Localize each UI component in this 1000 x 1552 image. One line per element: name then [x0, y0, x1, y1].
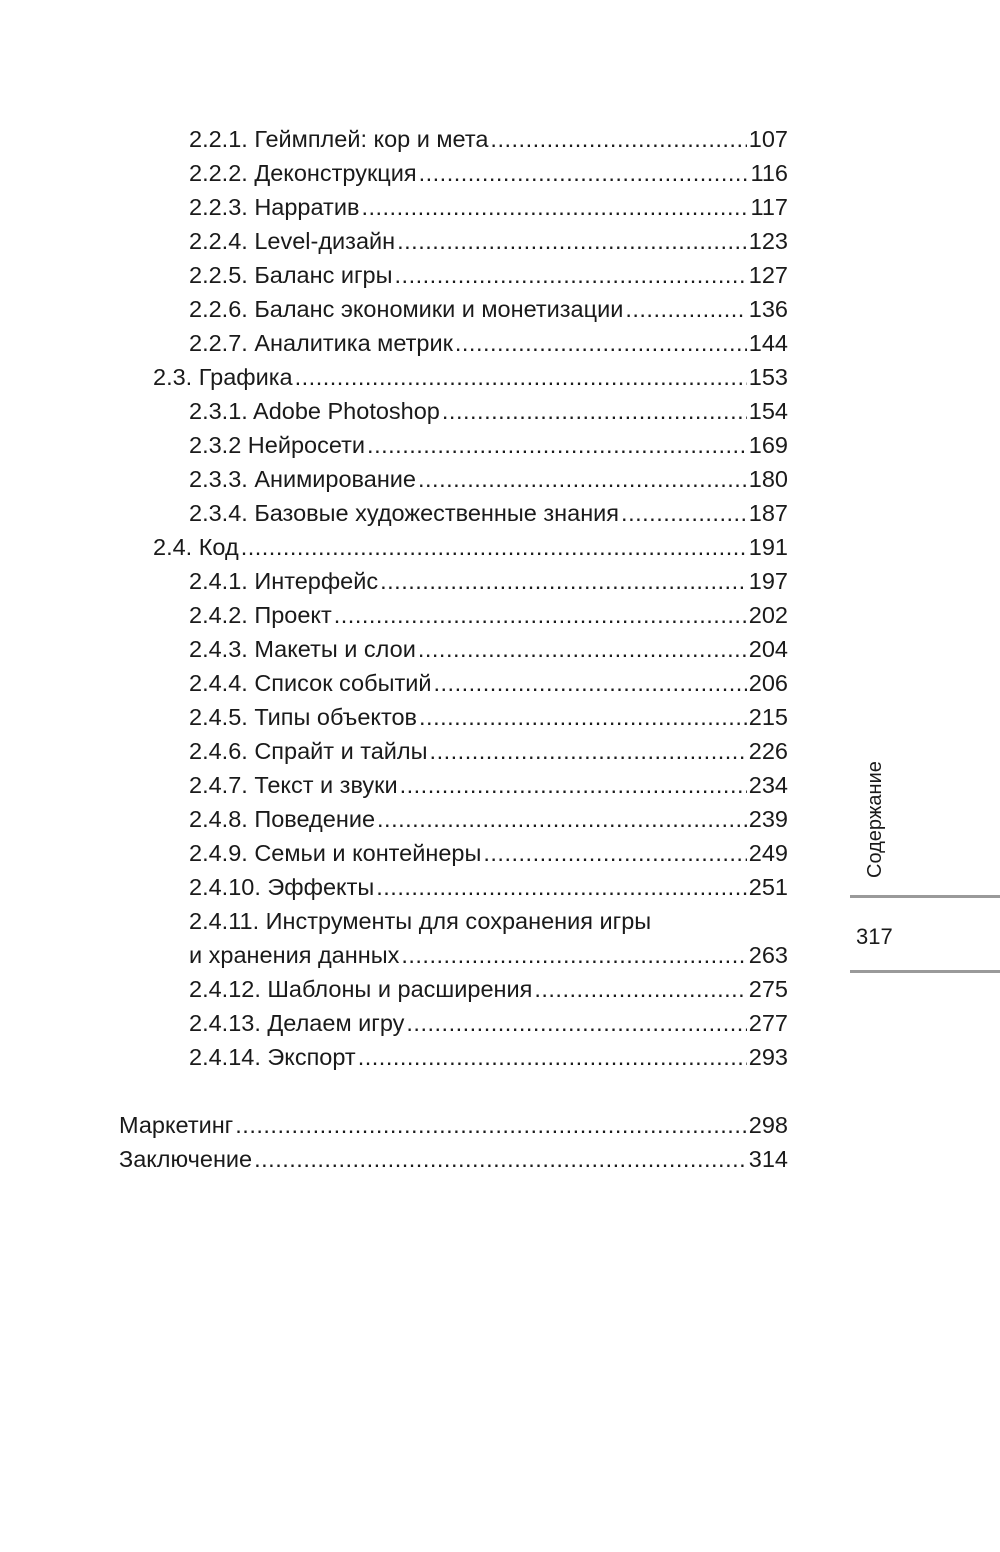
toc-dot-leader	[400, 768, 747, 802]
toc-entry-line	[189, 394, 788, 428]
toc-entry-page: 117	[750, 194, 788, 220]
toc-entry	[0, 1108, 1000, 1142]
toc-dot-leader	[358, 1040, 747, 1074]
toc-entry	[0, 768, 1000, 802]
toc-entry-title: 2.4.1. Интерфейс	[189, 568, 379, 594]
toc-entry	[0, 870, 1000, 904]
toc-dot-leader	[254, 1142, 747, 1176]
toc-entry-line	[189, 292, 788, 326]
toc-entry-line	[189, 1006, 788, 1040]
toc-entry-line	[189, 258, 788, 292]
toc-entry	[0, 666, 1000, 700]
toc-entry-title: 2.4.14. Экспорт	[189, 1044, 356, 1070]
toc-entry-page: 153	[748, 364, 788, 390]
margin-rule-top	[850, 895, 1000, 898]
toc-dot-leader	[419, 156, 749, 190]
toc-entry-title: 2.3.3. Анимирование	[189, 466, 416, 492]
toc-dot-leader	[418, 462, 747, 496]
toc-entry-page: 123	[748, 228, 788, 254]
toc-dot-leader	[377, 802, 747, 836]
toc-entry-line	[189, 564, 788, 598]
toc-entry-page: 169	[748, 432, 788, 458]
toc-entry-page: 277	[748, 1010, 788, 1036]
toc-entry-line	[189, 972, 788, 1006]
toc-entry-page: 298	[748, 1112, 788, 1138]
toc-dot-leader	[367, 428, 747, 462]
toc-entry-page: 215	[748, 704, 788, 730]
toc-entry-page: 187	[748, 500, 788, 526]
toc-entry-page: 202	[748, 602, 788, 628]
toc-entry-title: 2.4.2. Проект	[189, 602, 332, 628]
toc-entry-line	[189, 326, 788, 360]
toc-entry-line	[119, 1142, 788, 1176]
toc-entry-title: 2.3.2 Нейросети	[189, 432, 366, 458]
toc-entry	[0, 190, 1000, 224]
toc-entry-title: 2.4. Код	[153, 534, 239, 560]
toc-entry-line	[189, 462, 788, 496]
toc-entry-title: 2.2.5. Баланс игры	[189, 262, 393, 288]
toc-dot-leader	[235, 1108, 747, 1142]
toc-entry-title: 2.3.4. Базовые художественные знания	[189, 500, 620, 526]
toc-entry	[0, 156, 1000, 190]
toc-entry	[0, 360, 1000, 394]
toc-entry-line	[189, 1040, 788, 1074]
toc-entry	[0, 598, 1000, 632]
toc-entry-title: 2.2.3. Нарратив	[189, 194, 360, 220]
toc-dot-leader	[397, 224, 747, 258]
toc-entry	[0, 564, 1000, 598]
toc-entry-line	[189, 734, 788, 768]
toc-entry	[0, 258, 1000, 292]
toc-entry-page: 263	[748, 942, 788, 968]
toc-entry-line	[189, 768, 788, 802]
toc-entry	[0, 1142, 1000, 1176]
toc-entry-line	[189, 904, 788, 938]
toc-entry	[0, 530, 1000, 564]
toc-entry-title: Маркетинг	[119, 1112, 234, 1138]
toc-entry-page: 239	[748, 806, 788, 832]
toc-entry-page: 206	[748, 670, 788, 696]
toc-entry	[0, 836, 1000, 870]
toc-entry	[0, 904, 1000, 938]
toc-entry-page: 314	[748, 1146, 788, 1172]
toc-entry-page: 107	[748, 126, 788, 152]
toc-entry	[0, 224, 1000, 258]
toc-entry-title: 2.4.8. Поведение	[189, 806, 376, 832]
toc-entry-title: 2.4.5. Типы объектов	[189, 704, 418, 730]
toc-dot-leader	[430, 734, 747, 768]
table-of-contents	[0, 122, 1000, 1176]
toc-dot-leader	[483, 836, 746, 870]
toc-entry-page: 226	[748, 738, 788, 764]
toc-dot-leader	[241, 530, 747, 564]
toc-entry	[0, 734, 1000, 768]
toc-entry-page: 275	[748, 976, 788, 1002]
toc-dot-leader	[442, 394, 747, 428]
toc-entry-title: 2.4.12. Шаблоны и расширения	[189, 976, 533, 1002]
toc-entry-line	[119, 1108, 788, 1142]
toc-entry	[0, 122, 1000, 156]
toc-entry-title: 2.3.1. Adobe Photoshop	[189, 398, 440, 424]
toc-dot-leader	[406, 1006, 746, 1040]
toc-entry-page: 204	[748, 636, 788, 662]
toc-entry-title: 2.4.7. Текст и звуки	[189, 772, 398, 798]
toc-entry	[0, 632, 1000, 666]
toc-entry-page: 154	[748, 398, 788, 424]
toc-dot-leader	[621, 496, 747, 530]
toc-entry-line	[189, 496, 788, 530]
toc-entry	[0, 462, 1000, 496]
toc-entry-page: 293	[748, 1044, 788, 1070]
toc-entry-line	[189, 598, 788, 632]
toc-entry-line	[189, 700, 788, 734]
toc-entry-title: и хранения данных	[189, 942, 400, 968]
toc-dot-leader	[334, 598, 747, 632]
toc-entry-title: 2.4.3. Макеты и слои	[189, 636, 416, 662]
toc-entry-line	[189, 122, 788, 156]
toc-entry-line	[189, 190, 788, 224]
toc-entry-title: 2.4.13. Делаем игру	[189, 1010, 405, 1036]
toc-entry-line	[189, 802, 788, 836]
toc-entry-title: 2.4.9. Семьи и контейнеры	[189, 840, 482, 866]
toc-entry	[0, 700, 1000, 734]
toc-entry-title: Заключение	[119, 1146, 253, 1172]
toc-dot-leader	[419, 700, 747, 734]
toc-dot-leader	[380, 564, 747, 598]
toc-entry	[0, 972, 1000, 1006]
toc-entry	[0, 394, 1000, 428]
toc-entry-title: 2.3. Графика	[153, 364, 293, 390]
toc-entry	[0, 496, 1000, 530]
toc-entry	[0, 1040, 1000, 1074]
toc-entry-title: 2.2.6. Баланс экономики и монетизации	[189, 296, 624, 322]
page-number: 317	[856, 924, 893, 949]
toc-dot-leader	[395, 258, 747, 292]
toc-dot-leader	[418, 632, 747, 666]
toc-entry-page: 249	[748, 840, 788, 866]
toc-entry-page: 116	[750, 160, 788, 186]
toc-entry-line	[189, 632, 788, 666]
toc-dot-leader	[534, 972, 746, 1006]
toc-entry-line	[189, 938, 788, 972]
toc-dot-leader	[295, 360, 747, 394]
toc-entry-page: 251	[748, 874, 788, 900]
toc-dot-leader	[401, 938, 746, 972]
toc-dot-leader	[361, 190, 748, 224]
toc-entry	[0, 802, 1000, 836]
toc-entry-title: 2.2.1. Геймплей: кор и мета	[189, 126, 489, 152]
toc-entry	[0, 938, 1000, 972]
toc-entry-title: 2.4.6. Спрайт и тайлы	[189, 738, 428, 764]
toc-entry-title: 2.4.10. Эффекты	[189, 874, 375, 900]
toc-entry-page: 144	[748, 330, 788, 356]
toc-entry-line	[153, 530, 788, 564]
toc-entry-line	[189, 666, 788, 700]
toc-entry-line	[189, 836, 788, 870]
toc-entry-line	[189, 870, 788, 904]
toc-dot-leader	[625, 292, 746, 326]
toc-entry-line	[189, 156, 788, 190]
toc-dot-leader	[455, 326, 747, 360]
margin-rule-bottom	[850, 970, 1000, 973]
toc-entry	[0, 428, 1000, 462]
toc-entry-title: 2.2.2. Деконструкция	[189, 160, 417, 186]
running-section-label: Содержание	[864, 761, 886, 878]
toc-entry-title: 2.2.7. Аналитика метрик	[189, 330, 453, 356]
toc-dot-leader	[376, 870, 747, 904]
toc-entry-line	[189, 428, 788, 462]
toc-entry-page: 136	[748, 296, 788, 322]
toc-entry	[0, 292, 1000, 326]
toc-dot-leader	[490, 122, 746, 156]
toc-entry-page: 180	[748, 466, 788, 492]
toc-entry-title: 2.4.11. Инструменты для сохранения игры	[189, 908, 652, 934]
toc-entry-title: 2.4.4. Список событий	[189, 670, 432, 696]
toc-entry-page: 234	[748, 772, 788, 798]
toc-entry-line	[189, 224, 788, 258]
toc-entry-title: 2.2.4. Level-дизайн	[189, 228, 396, 254]
toc-entry	[0, 1006, 1000, 1040]
toc-entry-page: 127	[748, 262, 788, 288]
toc-entry-line	[153, 360, 788, 394]
toc-entry-page: 197	[748, 568, 788, 594]
toc-entry	[0, 326, 1000, 360]
toc-dot-leader	[434, 666, 747, 700]
toc-entry-page: 191	[748, 534, 788, 560]
